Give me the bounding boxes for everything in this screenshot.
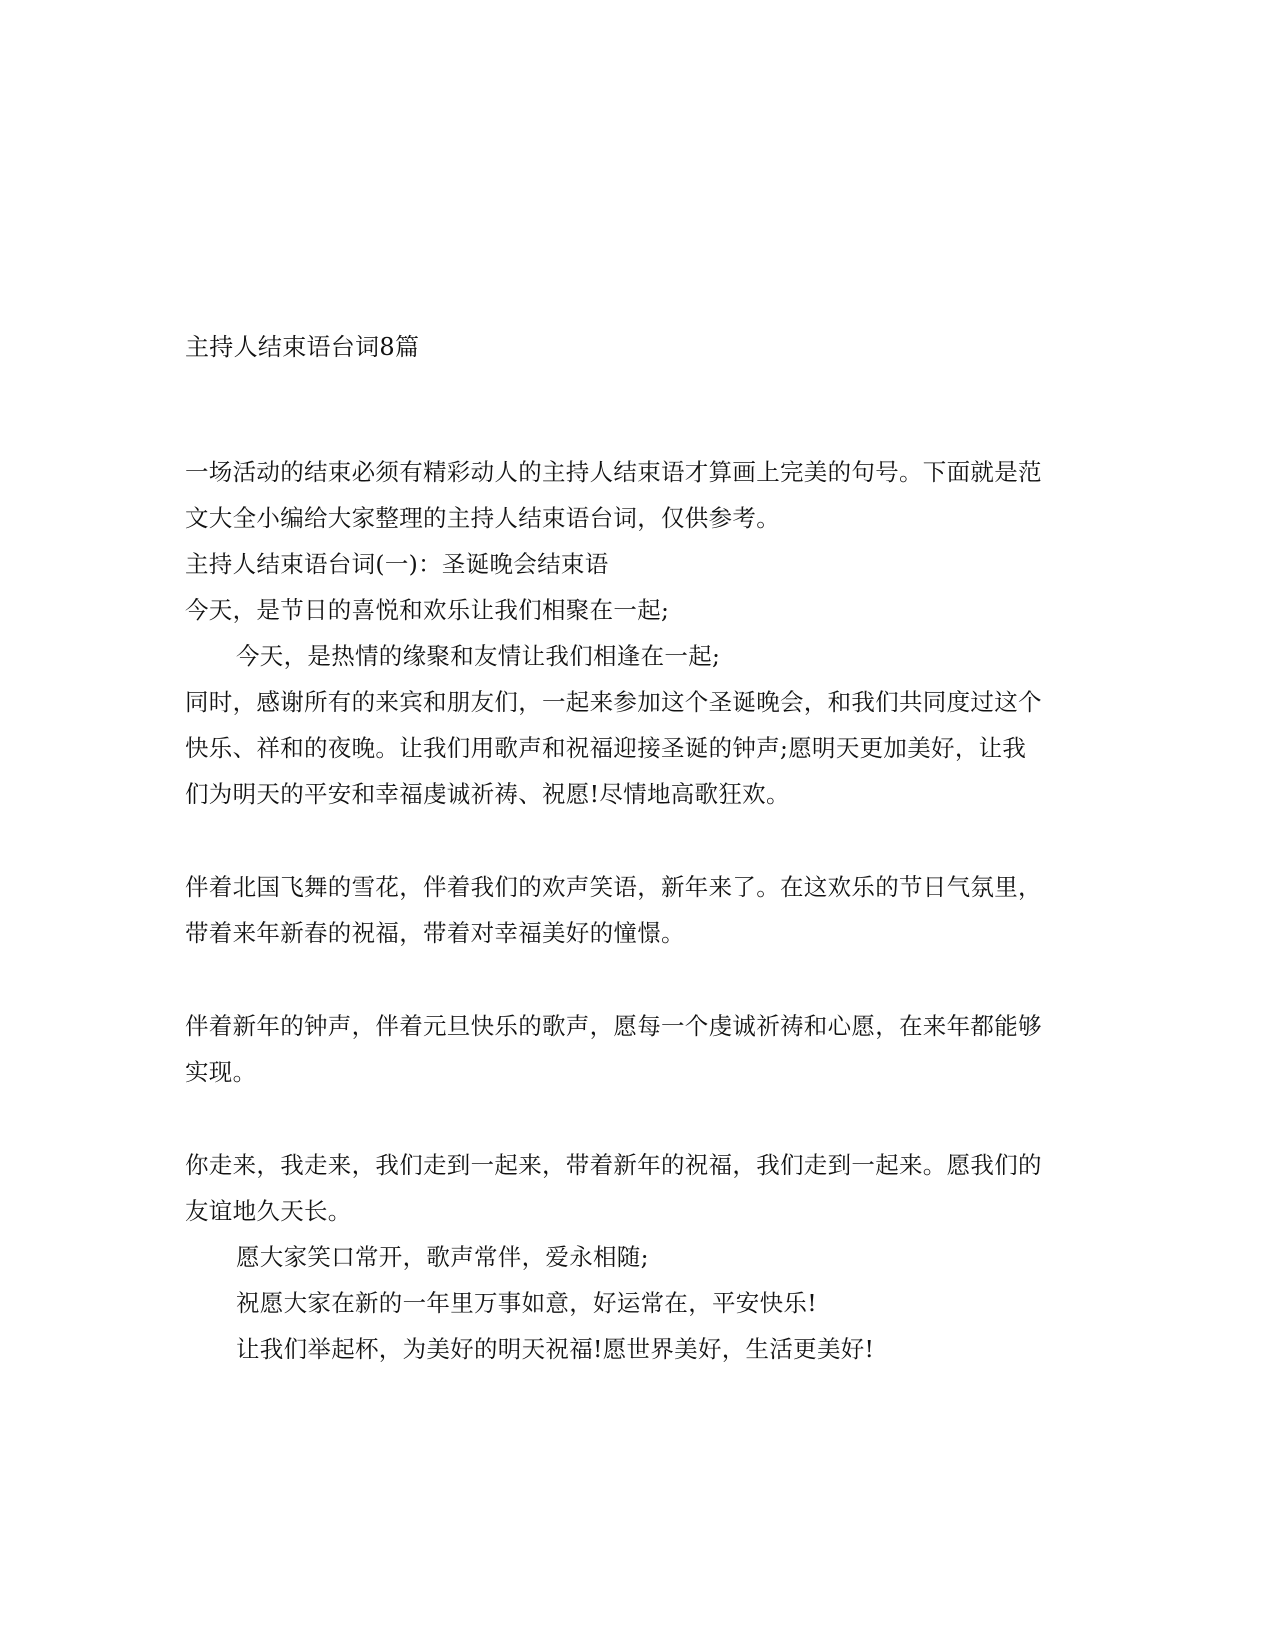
paragraph-line: 你走来，我走来，我们走到一起来，带着新年的祝福，我们走到一起来。愿我们的 (185, 1151, 1042, 1179)
paragraph-line: 伴着新年的钟声，伴着元旦快乐的歌声，愿每一个虔诚祈祷和心愿，在来年都能够 (185, 1012, 1042, 1040)
document-title: 主持人结束语台词8篇 (185, 333, 420, 361)
paragraph-line: 友谊地久天长。 (185, 1197, 352, 1225)
paragraph-line: 今天，是热情的缘聚和友情让我们相逢在一起; (236, 642, 721, 670)
paragraph-line: 同时，感谢所有的来宾和朋友们，一起来参加这个圣诞晚会，和我们共同度过这个 (185, 688, 1042, 716)
paragraph-line: 实现。 (185, 1058, 257, 1086)
paragraph-line: 伴着北国飞舞的雪花，伴着我们的欢声笑语，新年来了。在这欢乐的节日气氛里， (185, 873, 1042, 901)
paragraph-line: 今天，是节日的喜悦和欢乐让我们相聚在一起; (185, 596, 670, 624)
section-heading: 主持人结束语台词(一)：圣诞晚会结束语 (185, 550, 609, 578)
paragraph-line: 一场活动的结束必须有精彩动人的主持人结束语才算画上完美的句号。下面就是范 (185, 458, 1042, 486)
paragraph-line: 让我们举起杯，为美好的明天祝福!愿世界美好，生活更美好! (236, 1335, 875, 1363)
paragraph-line: 祝愿大家在新的一年里万事如意，好运常在，平安快乐! (236, 1289, 817, 1317)
paragraph-line: 快乐、祥和的夜晚。让我们用歌声和祝福迎接圣诞的钟声;愿明天更加美好，让我 (185, 734, 1027, 762)
paragraph-line: 带着来年新春的祝福，带着对幸福美好的憧憬。 (185, 919, 685, 947)
paragraph-line: 文大全小编给大家整理的主持人结束语台词，仅供参考。 (185, 504, 780, 532)
paragraph-line: 愿大家笑口常开，歌声常伴，爱永相随; (236, 1243, 649, 1271)
paragraph-line: 们为明天的平安和幸福虔诚祈祷、祝愿!尽情地高歌狂欢。 (185, 780, 790, 808)
